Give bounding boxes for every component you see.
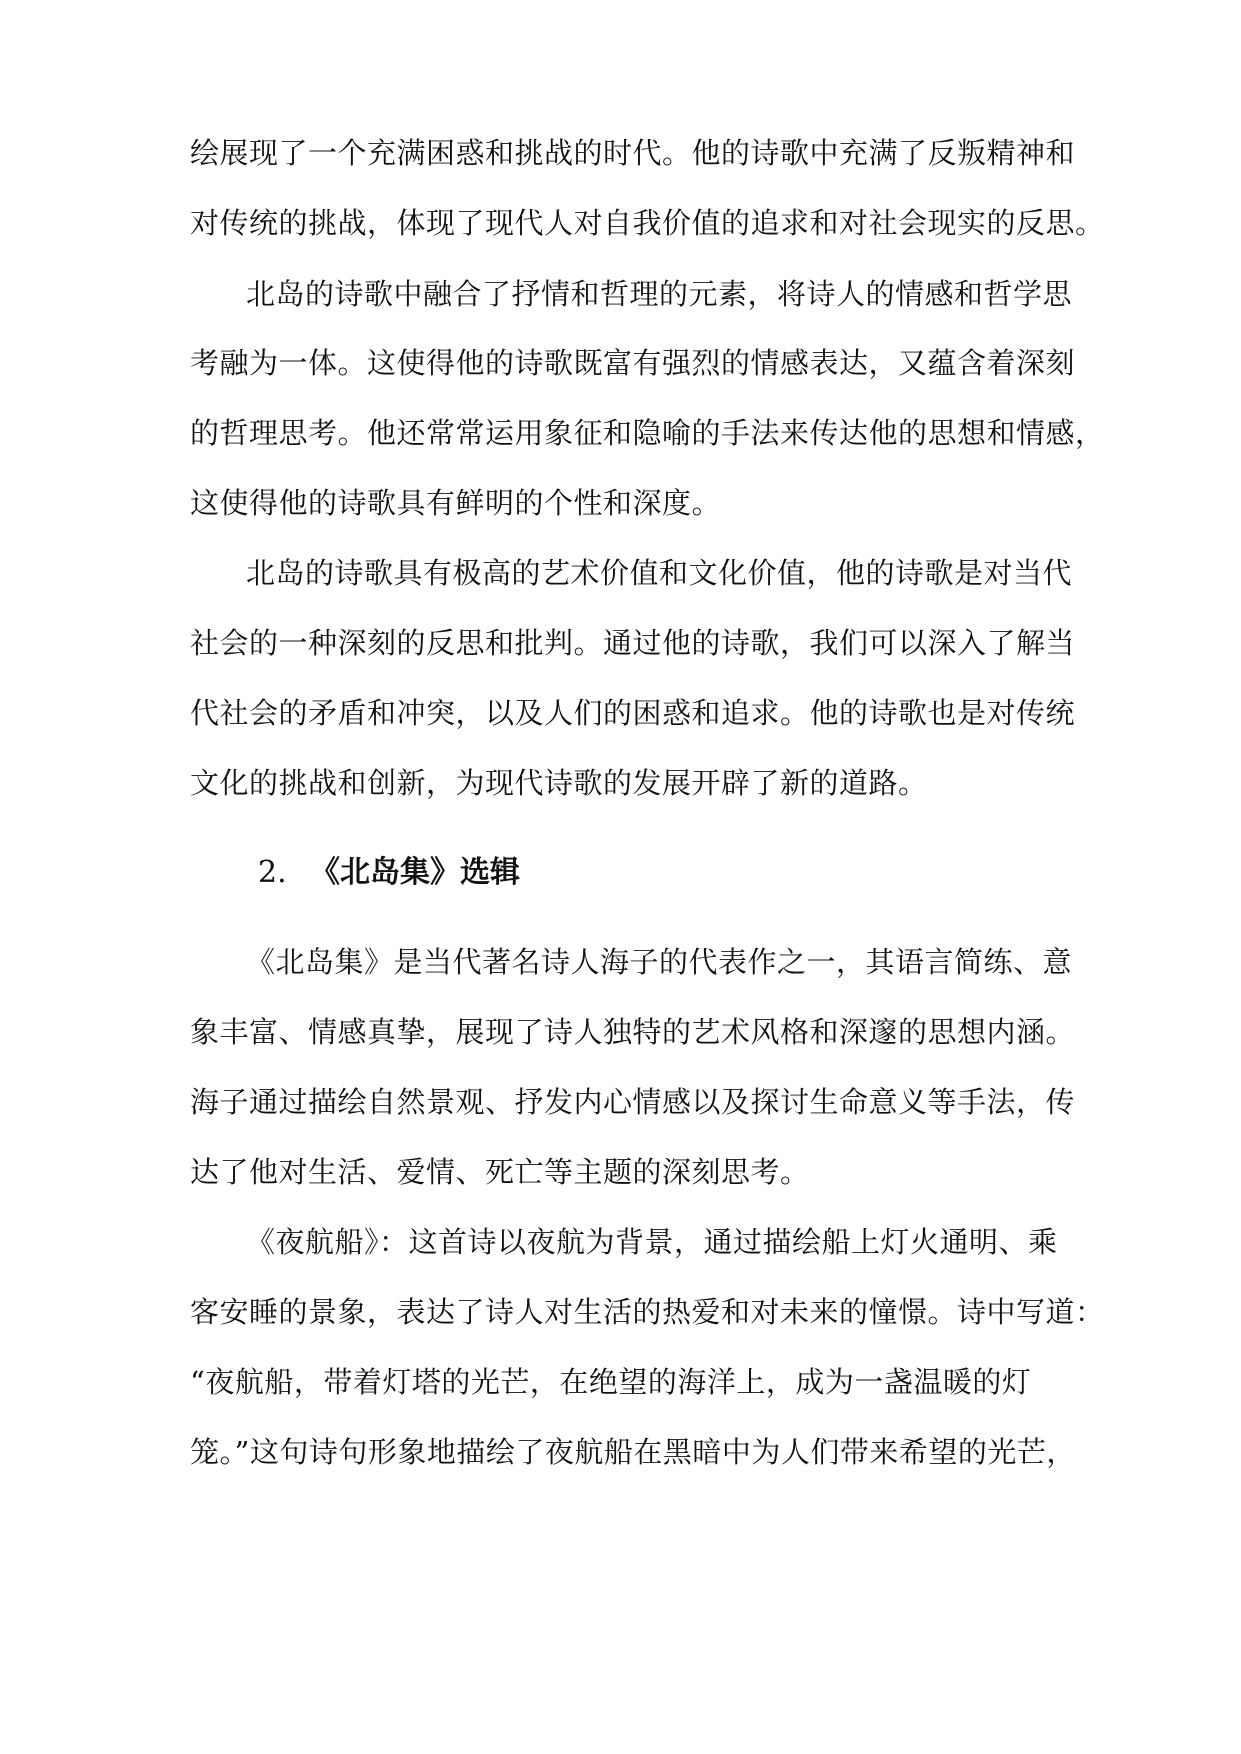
paragraph-4-line-3: 海子通过描绘自然景观、抒发内心情感以及探讨生命意义等手法，传 [190,1085,1076,1119]
paragraph-3-line-3: 代社会的矛盾和冲突，以及人们的困惑和追求。他的诗歌也是对传统 [190,696,1076,730]
paragraph-2-line-4: 这使得他的诗歌具有鲜明的个性和深度。 [190,486,722,520]
section-title: 《北岛集》选辑 [310,855,520,890]
paragraph-4-line-2: 象丰富、情感真挚，展现了诗人独特的艺术风格和深邃的思想内涵。 [190,1015,1076,1049]
paragraph-4-line-1: 《北岛集》是当代著名诗人海子的代表作之一，其语言简练、意 [246,945,1073,979]
paragraph-3-line-2: 社会的一种深刻的反思和批判。通过他的诗歌，我们可以深入了解当 [190,626,1076,660]
paragraph-3-line-1: 北岛的诗歌具有极高的艺术价值和文化价值，他的诗歌是对当代 [246,556,1073,590]
paragraph-2-line-2: 考融为一体。这使得他的诗歌既富有强烈的情感表达，又蕴含着深刻 [190,346,1076,380]
paragraph-4-line-4: 达了他对生活、爱情、死亡等主题的深刻思考。 [190,1155,810,1189]
section-number: 2. [258,855,287,890]
paragraph-5-line-1: 《夜航船》：这首诗以夜航为背景，通过描绘船上灯火通明、乘 [246,1225,1058,1259]
paragraph-2-line-1: 北岛的诗歌中融合了抒情和哲理的元素，将诗人的情感和哲学思 [246,277,1073,311]
paragraph-5-line-4: 笼。”这句诗句形象地描绘了夜航船在黑暗中为人们带来希望的光芒， [190,1435,1076,1469]
paragraph-1-line-1: 绘展现了一个充满困惑和挑战的时代。他的诗歌中充满了反叛精神和 [190,136,1076,170]
paragraph-1-line-2: 对传统的挑战，体现了现代人对自我价值的追求和对社会现实的反思。 [190,206,1105,240]
paragraph-3-line-4: 文化的挑战和创新，为现代诗歌的发展开辟了新的道路。 [190,766,928,800]
paragraph-5-line-3: “夜航船，带着灯塔的光芒，在绝望的海洋上，成为一盏温暖的灯 [190,1365,1032,1399]
paragraph-2-line-3: 的哲理思考。他还常常运用象征和隐喻的手法来传达他的思想和情感， [190,416,1105,450]
paragraph-5-line-2: 客安睡的景象，表达了诗人对生活的热爱和对未来的憧憬。诗中写道： [190,1295,1105,1329]
section-heading [258,852,520,894]
